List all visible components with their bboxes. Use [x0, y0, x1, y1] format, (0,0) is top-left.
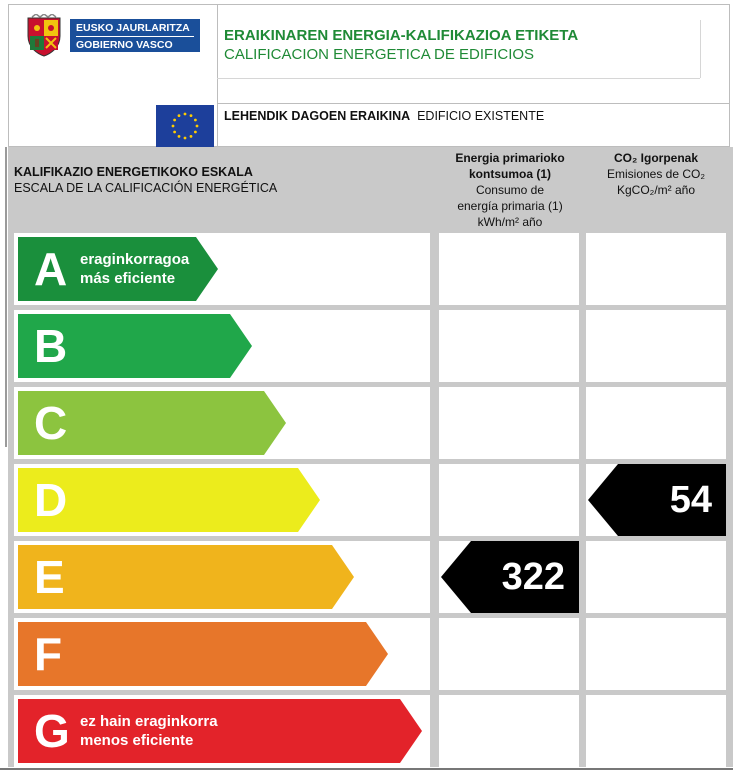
class-label: [80, 712, 218, 750]
class-letter: B: [34, 320, 68, 372]
class-letter: G: [34, 705, 70, 757]
logo-line-2: GOBIERNO VASCO: [76, 39, 173, 51]
energy-header-line: Consumo de: [475, 183, 545, 197]
class-label-line: menos eficiente: [80, 732, 194, 749]
logo-line-1: EUSKO JAURLARITZA: [76, 22, 190, 34]
energy-header-line: Energia primarioko: [455, 151, 565, 165]
co2-header-line: CO₂ Igorpenak: [613, 151, 698, 165]
class-label-line: eraginkorragoa: [80, 251, 190, 268]
scale-header-es: ESCALA DE LA CALIFICACIÓN ENERGÉTICA: [14, 181, 278, 195]
scale-header-eu: KALIFIKAZIO ENERGETIKOKO ESKALA: [14, 165, 253, 179]
label-title-eu: ERAIKINAREN ENERGIA-KALIFIKAZIOA ETIKETA: [224, 27, 579, 44]
class-arrow-f: [18, 622, 388, 686]
energy-column-header: [440, 150, 580, 230]
header-divider: [217, 78, 700, 79]
header-divider: [700, 20, 701, 78]
co2-cell: [586, 618, 726, 690]
class-letter: F: [34, 628, 63, 680]
class-label-line: más eficiente: [80, 270, 176, 287]
energy-cell: [439, 464, 579, 536]
class-letter: E: [34, 551, 65, 603]
class-letter: D: [34, 474, 68, 526]
co2-cell: [586, 233, 726, 305]
co2-column-header: [586, 150, 726, 198]
energy-cell: [439, 618, 579, 690]
government-logo: [70, 19, 200, 52]
frame-edge: [5, 147, 7, 447]
class-letter: A: [34, 243, 68, 295]
co2-cell: [586, 387, 726, 459]
co2-header-line: Emisiones de CO₂: [606, 167, 706, 181]
energy-header-line: kWh/m² año: [477, 215, 543, 229]
co2-cell: [586, 541, 726, 613]
energy-header-line: energía primaria (1): [457, 199, 563, 213]
co2-cell: [586, 310, 726, 382]
co2-header-line: KgCO₂/m² año: [616, 183, 696, 197]
energy-cell: [439, 233, 579, 305]
energy-rating-value: 322: [501, 556, 565, 598]
class-arrow-e: [18, 545, 354, 609]
co2-rating-value: 54: [669, 479, 712, 521]
energy-cell: [439, 387, 579, 459]
class-letter: C: [34, 397, 68, 449]
energy-header-line: kontsumoa (1): [468, 167, 551, 181]
class-label-line: ez hain eraginkorra: [80, 713, 218, 730]
building-type: [224, 109, 544, 123]
co2-cell: [586, 695, 726, 767]
energy-cell: [439, 310, 579, 382]
label-title-es: CALIFICACION ENERGETICA DE EDIFICIOS: [224, 46, 535, 63]
eu-flag-icon: [156, 105, 214, 147]
building-type-es: EDIFICIO EXISTENTE: [417, 109, 545, 123]
class-label: [80, 250, 189, 288]
energy-cell: [439, 695, 579, 767]
bottom-rule: [0, 768, 733, 770]
class-arrow-g: [18, 699, 422, 763]
header-divider: [217, 103, 730, 104]
building-type-eu: LEHENDIK DAGOEN ERAIKINA: [224, 109, 411, 123]
basque-coat-of-arms-icon: [22, 14, 66, 58]
header-divider: [217, 4, 218, 147]
